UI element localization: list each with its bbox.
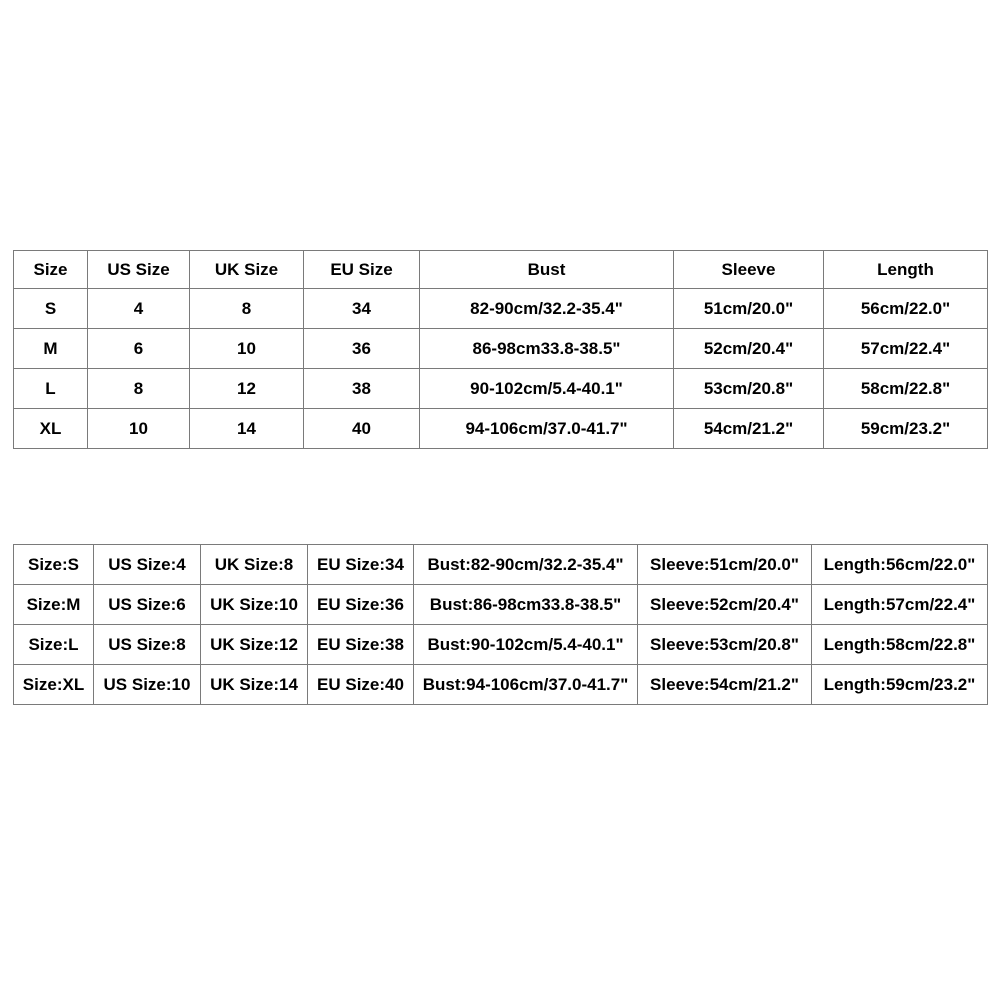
table-row — [14, 585, 988, 625]
cell-eu-size: EU Size:40 — [308, 665, 414, 705]
table-row — [14, 289, 988, 329]
table-header-row — [14, 251, 988, 289]
cell-bust: 94-106cm/37.0-41.7" — [420, 409, 674, 449]
cell-sleeve: 53cm/20.8" — [674, 369, 824, 409]
cell-size: L — [14, 369, 88, 409]
table-row — [14, 369, 988, 409]
cell-sleeve: 52cm/20.4" — [674, 329, 824, 369]
cell-us-size: 6 — [88, 329, 190, 369]
cell-size: Size:XL — [14, 665, 94, 705]
cell-us-size: 8 — [88, 369, 190, 409]
cell-length: 58cm/22.8" — [824, 369, 988, 409]
header-sleeve: Sleeve — [674, 251, 824, 289]
table-row — [14, 545, 988, 585]
cell-bust: Bust:82-90cm/32.2-35.4" — [414, 545, 638, 585]
cell-eu-size: 38 — [304, 369, 420, 409]
cell-length: Length:59cm/23.2" — [812, 665, 988, 705]
cell-size: S — [14, 289, 88, 329]
cell-uk-size: 14 — [190, 409, 304, 449]
cell-us-size: US Size:4 — [94, 545, 201, 585]
cell-length: Length:56cm/22.0" — [812, 545, 988, 585]
table-row — [14, 329, 988, 369]
cell-uk-size: 10 — [190, 329, 304, 369]
cell-sleeve: 51cm/20.0" — [674, 289, 824, 329]
cell-length: 57cm/22.4" — [824, 329, 988, 369]
table-row — [14, 625, 988, 665]
cell-uk-size: UK Size:8 — [201, 545, 308, 585]
cell-eu-size: 36 — [304, 329, 420, 369]
cell-sleeve: Sleeve:53cm/20.8" — [638, 625, 812, 665]
cell-sleeve: Sleeve:51cm/20.0" — [638, 545, 812, 585]
cell-size: XL — [14, 409, 88, 449]
cell-eu-size: 34 — [304, 289, 420, 329]
cell-uk-size: UK Size:12 — [201, 625, 308, 665]
cell-bust: Bust:86-98cm33.8-38.5" — [414, 585, 638, 625]
header-size: Size — [14, 251, 88, 289]
cell-eu-size: 40 — [304, 409, 420, 449]
cell-length: 56cm/22.0" — [824, 289, 988, 329]
header-bust: Bust — [420, 251, 674, 289]
cell-us-size: 10 — [88, 409, 190, 449]
cell-sleeve: Sleeve:52cm/20.4" — [638, 585, 812, 625]
cell-us-size: US Size:6 — [94, 585, 201, 625]
cell-size: Size:S — [14, 545, 94, 585]
cell-uk-size: 8 — [190, 289, 304, 329]
cell-us-size: US Size:10 — [94, 665, 201, 705]
cell-uk-size: 12 — [190, 369, 304, 409]
cell-eu-size: EU Size:38 — [308, 625, 414, 665]
cell-bust: 86-98cm33.8-38.5" — [420, 329, 674, 369]
cell-size: Size:L — [14, 625, 94, 665]
cell-length: Length:58cm/22.8" — [812, 625, 988, 665]
cell-us-size: 4 — [88, 289, 190, 329]
size-chart-table — [13, 250, 988, 449]
cell-sleeve: 54cm/21.2" — [674, 409, 824, 449]
cell-size: M — [14, 329, 88, 369]
header-length: Length — [824, 251, 988, 289]
header-uk-size: UK Size — [190, 251, 304, 289]
cell-length: 59cm/23.2" — [824, 409, 988, 449]
cell-us-size: US Size:8 — [94, 625, 201, 665]
header-eu-size: EU Size — [304, 251, 420, 289]
cell-uk-size: UK Size:14 — [201, 665, 308, 705]
cell-bust: 82-90cm/32.2-35.4" — [420, 289, 674, 329]
cell-eu-size: EU Size:34 — [308, 545, 414, 585]
size-chart-labeled-table — [13, 544, 988, 705]
cell-size: Size:M — [14, 585, 94, 625]
cell-bust: 90-102cm/5.4-40.1" — [420, 369, 674, 409]
cell-uk-size: UK Size:10 — [201, 585, 308, 625]
cell-sleeve: Sleeve:54cm/21.2" — [638, 665, 812, 705]
cell-bust: Bust:94-106cm/37.0-41.7" — [414, 665, 638, 705]
cell-length: Length:57cm/22.4" — [812, 585, 988, 625]
table-row — [14, 409, 988, 449]
header-us-size: US Size — [88, 251, 190, 289]
cell-bust: Bust:90-102cm/5.4-40.1" — [414, 625, 638, 665]
table-row — [14, 665, 988, 705]
cell-eu-size: EU Size:36 — [308, 585, 414, 625]
